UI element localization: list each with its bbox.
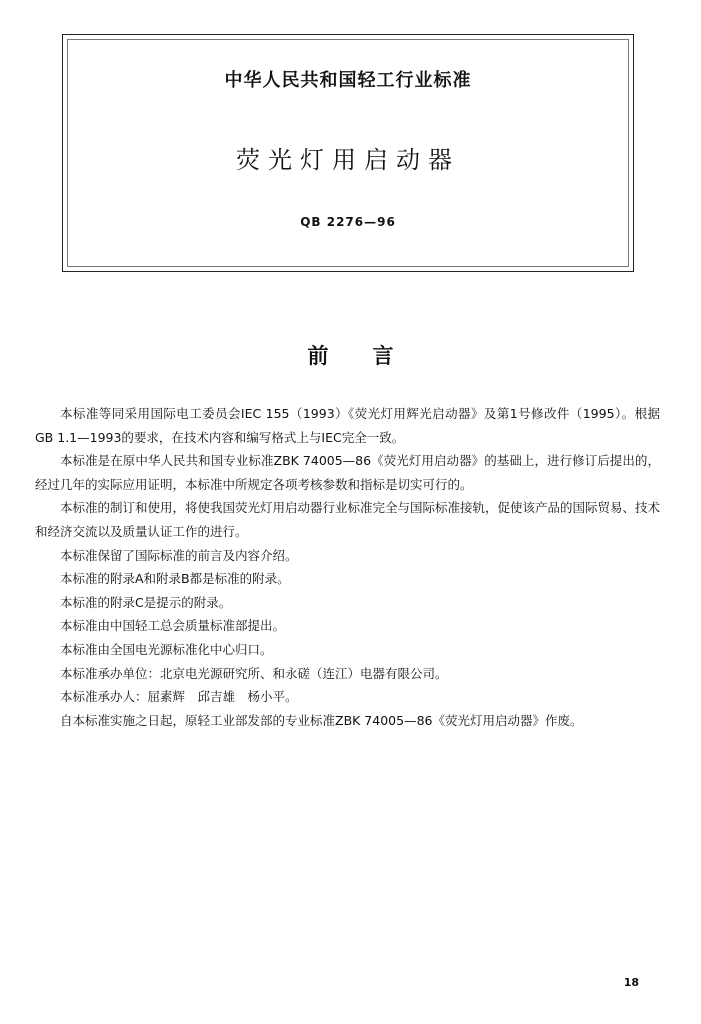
paragraph: 本标准的制订和使用，将使我国荧光灯用启动器行业标准完全与国际标准接轨，促使该产品的国际贸易、技术和经济交流以及质量认证工作的进行。 <box>35 500 661 539</box>
paragraph: 本标准承办人：屈素辉 邱吉雄 杨小平。 <box>60 689 298 705</box>
paragraph: 本标准的附录C是提示的附录。 <box>60 594 232 610</box>
paragraph: 本标准是在原中华人民共和国专业标准ZBK 74005—86《荧光灯用启动器》的基础上，进行修订后提出的，经过几年的实际应用证明，本标准中所规定各项考核参数和指标是切实可行的。 <box>35 453 660 492</box>
standard-code: QB 2276—96 <box>300 215 396 229</box>
document-title: 荧光灯用启动器 <box>236 146 460 174</box>
paragraph: 自本标准实施之日起，原轻工业部发部的专业标准ZBK 74005—86《荧光灯用启动器》作废。 <box>60 712 583 728</box>
section-title-foreword: 前言 <box>307 344 438 368</box>
page-number: 18 <box>623 976 639 989</box>
paragraph: 本标准的附录A和附录B都是标准的附录。 <box>60 571 290 587</box>
paragraph: 本标准由全国电光源标准化中心归口。 <box>60 641 273 657</box>
paragraph: 本标准等同采用国际电工委员会IEC 155（1993）《荧光灯用辉光启动器》及第1号修改件（1995）。根据GB 1.1—1993的要求，在技术内容和编写格式上与IEC完全一致。 <box>35 406 660 445</box>
foreword-body <box>35 402 660 732</box>
paragraph: 本标准承办单位：北京电光源研究所、和永磋（连江）电器有限公司。 <box>60 665 448 681</box>
paragraph: 本标准由中国轻工总会质量标准部提出。 <box>60 618 286 634</box>
paragraph: 本标准保留了国际标准的前言及内容介绍。 <box>60 547 298 563</box>
standard-organization: 中华人民共和国轻工行业标准 <box>224 70 472 91</box>
